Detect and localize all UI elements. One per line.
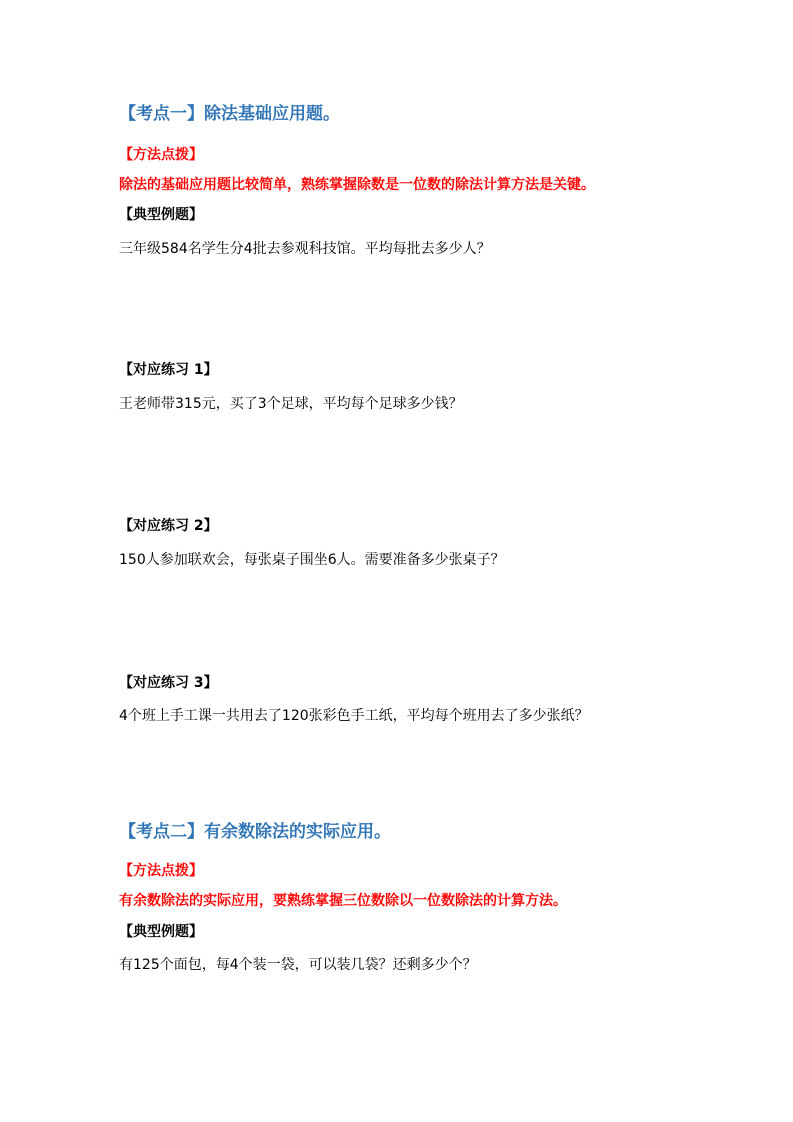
section1-method-label: 【方法点拨】: [119, 147, 203, 163]
section2-method-text: 有余数除法的实际应用，要熟练掌握三位数除以一位数除法的计算方法。: [119, 893, 567, 909]
practice-3-problem: 4个班上手工课一共用去了120张彩色手工纸，平均每个班用去了多少张纸？: [119, 708, 589, 724]
section1-example-problem: 三年级584名学生分4批去参观科技馆。平均每批去多少人？: [119, 241, 491, 257]
section1-title: 【考点一】除法基础应用题。: [119, 104, 340, 124]
section1-method-text: 除法的基础应用题比较简单，熟练掌握除数是一位数的除法计算方法是关键。: [119, 177, 595, 193]
practice-2-problem: 150人参加联欢会，每张桌子围坐6人。需要准备多少张桌子？: [119, 552, 505, 568]
section2-title: 【考点二】有余数除法的实际应用。: [119, 822, 391, 842]
section2-method-label: 【方法点拨】: [119, 863, 203, 879]
section2-example-problem: 有125个面包，每4个装一袋，可以装几袋？还剩多少个？: [119, 957, 477, 973]
section1-example-label: 【典型例题】: [119, 207, 203, 223]
practice-1-label: 【对应练习 1】: [119, 362, 218, 378]
practice-3-label: 【对应练习 3】: [119, 675, 218, 691]
practice-2-label: 【对应练习 2】: [119, 518, 218, 534]
section2-example-label: 【典型例题】: [119, 924, 203, 940]
practice-1-problem: 王老师带315元，买了3个足球，平均每个足球多少钱？: [119, 396, 463, 412]
